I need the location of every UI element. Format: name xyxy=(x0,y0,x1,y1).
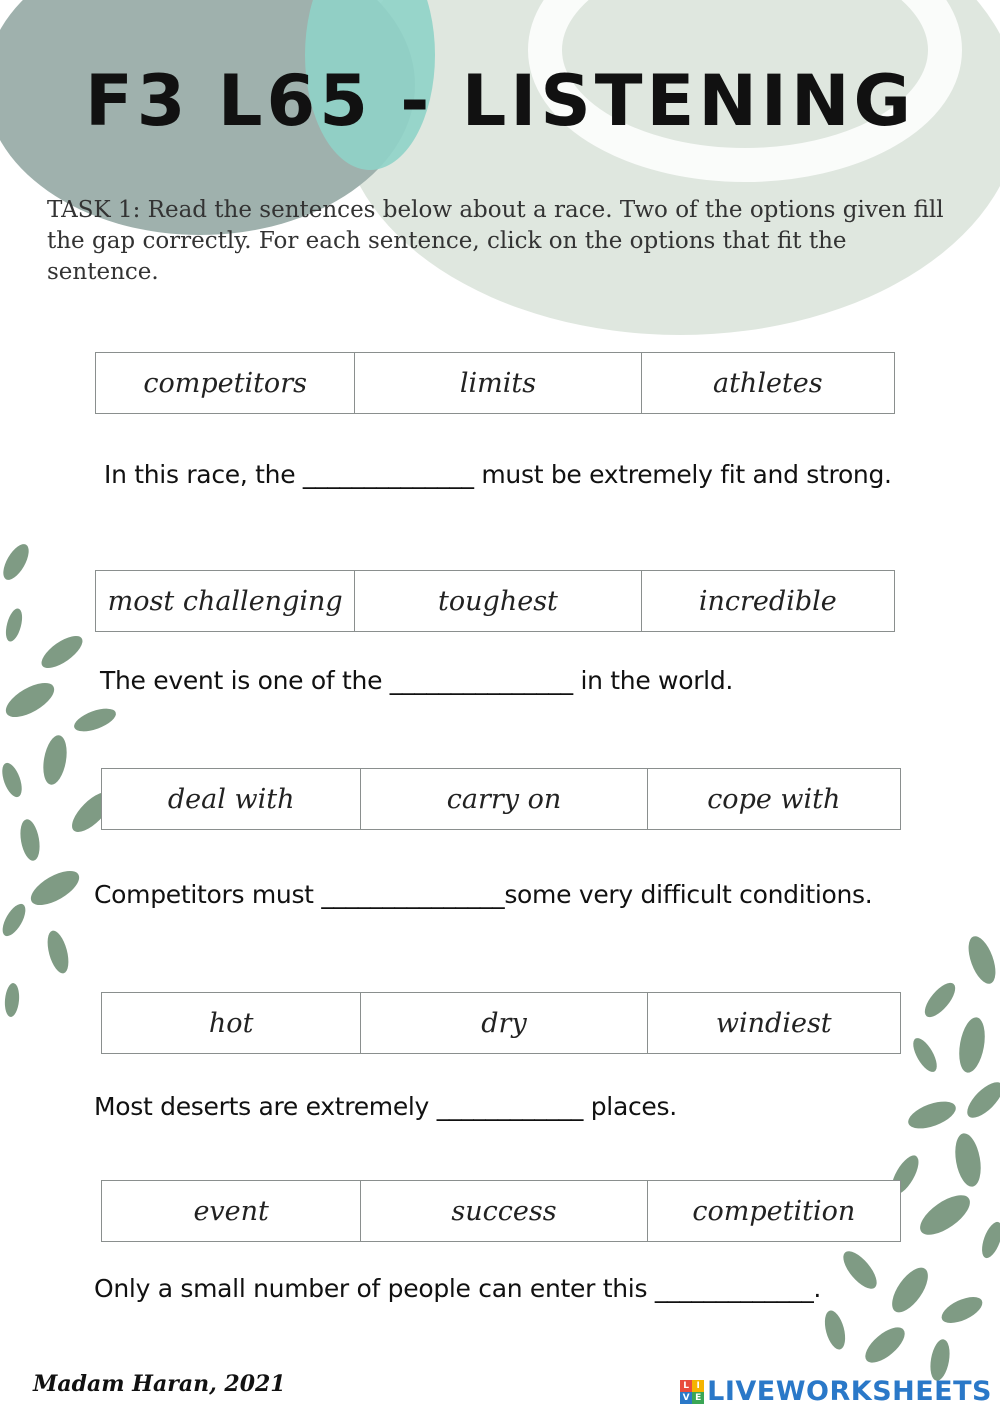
options-row-4 xyxy=(101,992,901,1054)
option-athletes[interactable]: athletes xyxy=(712,367,823,399)
option-most-challenging[interactable]: most challenging xyxy=(96,571,355,631)
sentence-2: The event is one of the _______________ in the world. xyxy=(100,666,734,695)
option-hot[interactable]: hot xyxy=(102,993,361,1053)
option-carry-on[interactable]: carry on xyxy=(361,769,647,829)
liveworksheets-logo-icon: L I V E xyxy=(680,1380,704,1404)
option-event[interactable]: event xyxy=(102,1181,361,1241)
option-toughest[interactable]: toughest xyxy=(355,571,641,631)
option-dry[interactable]: dry xyxy=(361,993,647,1053)
option-incredible[interactable]: incredible xyxy=(698,585,837,617)
option-limits[interactable]: limits xyxy=(355,353,641,413)
option-competitors[interactable]: competitors xyxy=(96,353,355,413)
options-row-1 xyxy=(95,352,895,414)
liveworksheets-brand[interactable] xyxy=(680,1376,992,1407)
option-competition[interactable]: competition xyxy=(692,1195,856,1227)
sentence-1: In this race, the ______________ must be extremely fit and strong. xyxy=(104,460,892,489)
option-success[interactable]: success xyxy=(361,1181,647,1241)
option-deal-with[interactable]: deal with xyxy=(102,769,361,829)
sentence-3: Competitors must _______________some very difficult conditions. xyxy=(94,880,873,909)
option-windiest[interactable]: windiest xyxy=(715,1007,832,1039)
sentence-5: Only a small number of people can enter this _____________. xyxy=(94,1274,822,1303)
worksheet-title: F3 L65 - LISTENING xyxy=(84,60,915,142)
options-row-3 xyxy=(101,768,901,830)
sentence-4: Most deserts are extremely ____________ places. xyxy=(94,1092,677,1121)
task-instructions: TASK 1: Read the sentences below about a race. Two of the options given fill the gap correctly. For each sentence, click on the options that fit the sentence. xyxy=(47,197,944,285)
options-row-2 xyxy=(95,570,895,632)
options-row-5 xyxy=(101,1180,901,1242)
option-cope-with[interactable]: cope with xyxy=(707,783,841,815)
brand-name: LIVEWORKSHEETS xyxy=(707,1376,992,1407)
author-credit: Madam Haran, 2021 xyxy=(33,1371,286,1397)
